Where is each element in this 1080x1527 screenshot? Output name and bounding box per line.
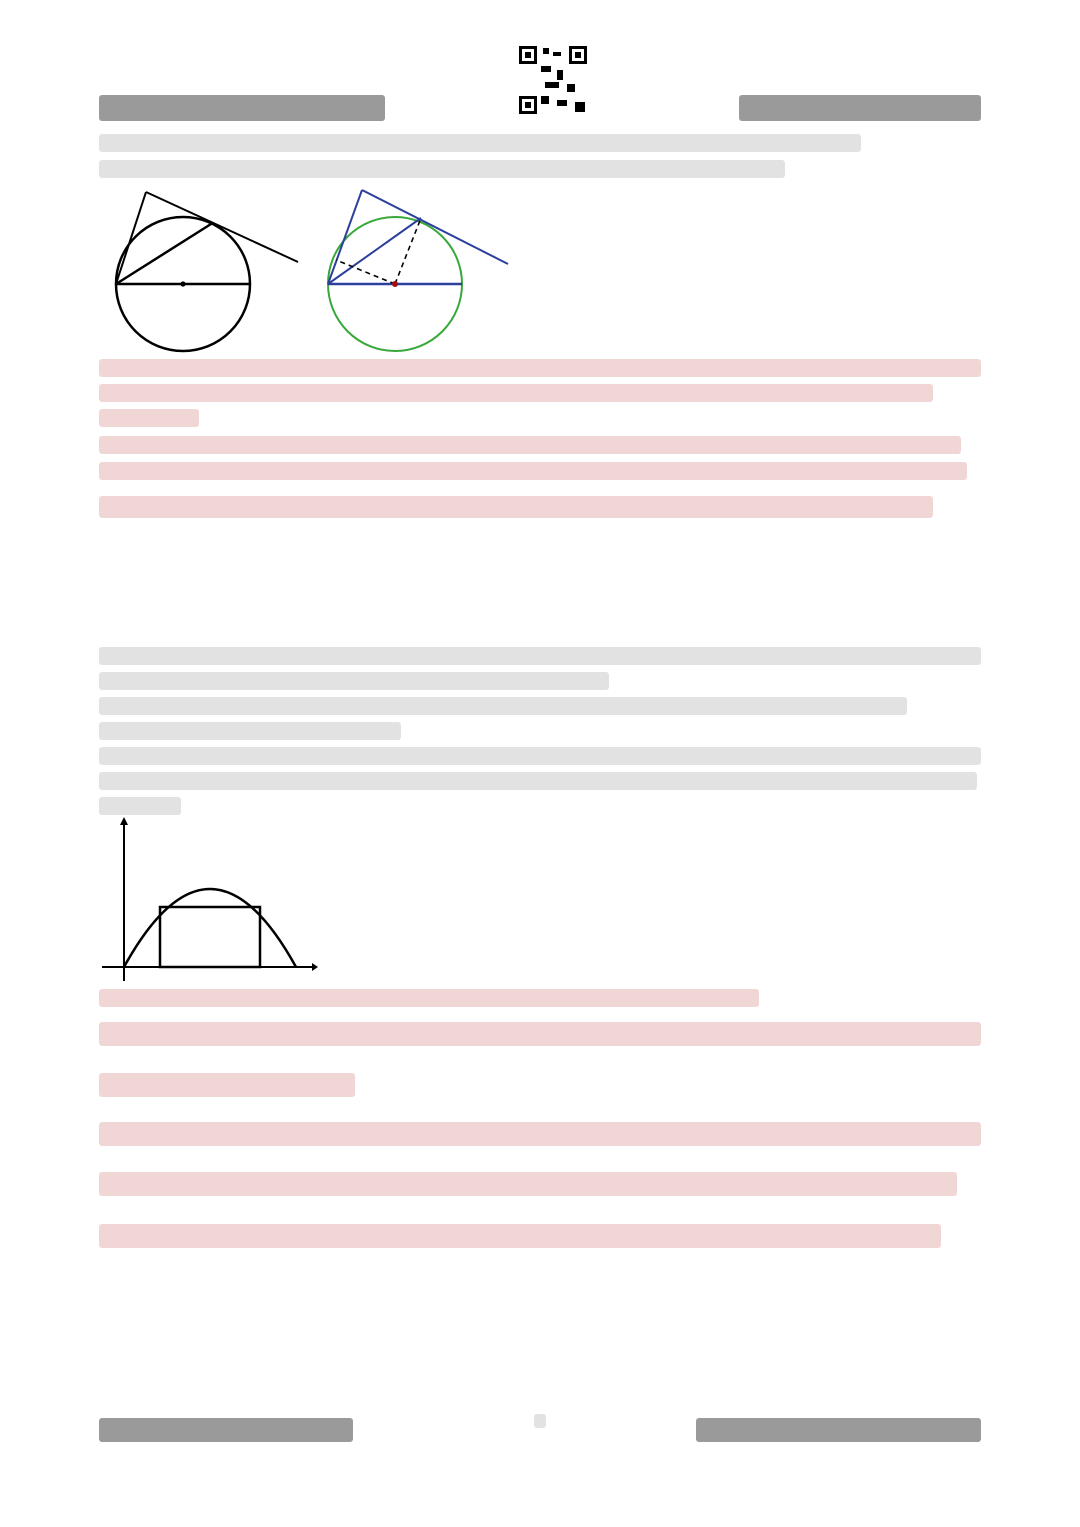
- q19-line-2: [99, 672, 609, 690]
- q19-line-6: [99, 772, 977, 790]
- q19-answer-line-2: [99, 1022, 981, 1046]
- footer-right-placeholder: [696, 1418, 981, 1442]
- header-right-placeholder: [739, 95, 981, 121]
- q19-answer-line-5: [99, 1172, 957, 1196]
- q18-answer-line-3: [99, 409, 199, 427]
- footer-page-number-placeholder: [534, 1414, 546, 1428]
- q18-answer-line-6: [99, 496, 933, 518]
- parabola-tunnel-diagram: [96, 815, 318, 987]
- header-left-placeholder: [99, 95, 385, 121]
- circle-tangent-auxiliary-diagram: [300, 178, 516, 374]
- q18-answer-line-4: [99, 436, 961, 454]
- circle-tangent-diagram: [96, 180, 306, 372]
- q19-answer-line-4: [99, 1122, 981, 1146]
- q19-line-3: [99, 697, 907, 715]
- q18-answer-line-1: [99, 359, 981, 377]
- q19-line-4: [99, 722, 401, 740]
- qr-code-icon: [517, 44, 589, 116]
- q19-line-1: [99, 647, 981, 665]
- q19-line-5: [99, 747, 981, 765]
- footer-left-placeholder: [99, 1418, 353, 1442]
- q18-line-2: [99, 160, 785, 178]
- q19-answer-line-6: [99, 1224, 941, 1248]
- q18-answer-line-5: [99, 462, 967, 480]
- q19-answer-line-3: [99, 1073, 355, 1097]
- q18-answer-line-2: [99, 384, 933, 402]
- q19-line-7: [99, 797, 181, 815]
- q19-answer-line-1: [99, 989, 759, 1007]
- q18-line-1: [99, 134, 861, 152]
